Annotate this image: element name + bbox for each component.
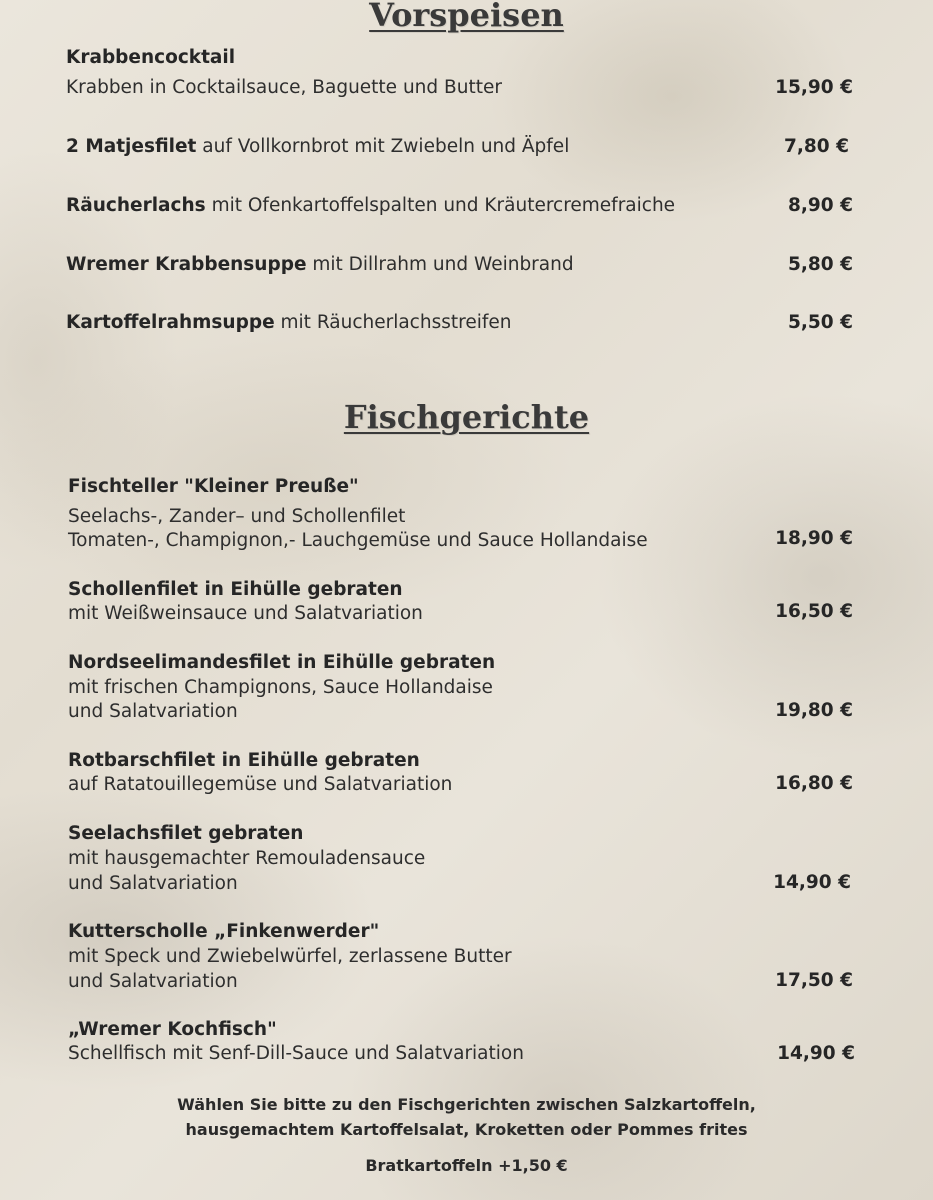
dish-name: Räucherlachs [66, 195, 206, 216]
dish-description: Seelachs-, Zander– und Schollenfilet [68, 506, 406, 527]
dish-price: 7,80 € [784, 136, 849, 157]
dish-description: mit Ofenkartoffelspalten und Kräutercremefraiche [205, 195, 676, 216]
dish-price: 14,90 € [777, 1043, 855, 1064]
dish-price: 19,80 € [775, 700, 853, 721]
dish-name: Kartoffelrahmsuppe [66, 312, 275, 333]
dish-description: und Salatvariation [68, 701, 238, 722]
dish-price: 15,90 € [775, 77, 853, 98]
dish-description: mit Speck und Zwiebelwürfel, zerlassene Butter [68, 946, 512, 967]
dish-price: 5,80 € [788, 254, 853, 275]
dish-name: Rotbarschfilet in Eihülle gebraten [68, 750, 420, 771]
dish-description: mit frischen Champignons, Sauce Hollandaise [68, 677, 493, 698]
dish-name: Seelachsfilet gebraten [68, 823, 304, 844]
dish-price: 14,90 € [773, 872, 851, 893]
dish-description: mit Räucherlachsstreifen [274, 312, 512, 333]
dish-description: und Salatvariation [68, 971, 238, 992]
dish-description: auf Ratatouillegemüse und Salatvariation [68, 774, 453, 795]
dish-name: Krabbencocktail [66, 47, 236, 68]
dish-description: Krabben in Cocktailsauce, Baguette und Butter [66, 77, 502, 98]
dish-description: und Salatvariation [68, 873, 238, 894]
side-dish-note-line1: Wählen Sie bitte zu den Fischgerichten zwischen Salzkartoffeln, [177, 1095, 756, 1114]
dish-name: „Wremer Kochfisch" [68, 1019, 277, 1040]
dish-description: auf Vollkornbrot mit Zwiebeln und Äpfel [196, 136, 570, 157]
dish-name: Nordseelimandesfilet in Eihülle gebraten [68, 652, 496, 673]
starters-heading: Vorspeisen [369, 0, 564, 34]
bratkartoffeln-surcharge: Bratkartoffeln +1,50 € [365, 1156, 568, 1175]
dish-description: Schellfisch mit Senf-Dill-Sauce und Salatvariation [68, 1043, 524, 1064]
dish-price: 17,50 € [775, 970, 853, 991]
dish-name: Wremer Krabbensuppe [66, 254, 307, 275]
fish-heading: Fischgerichte [343, 398, 590, 436]
dish-price: 18,90 € [775, 528, 853, 549]
side-dish-note-line2: hausgemachtem Kartoffelsalat, Kroketten oder Pommes frites [185, 1120, 748, 1139]
dish-description: mit hausgemachter Remouladensauce [68, 848, 426, 869]
dish-description: mit Weißweinsauce und Salatvariation [68, 603, 423, 624]
dish-price: 16,80 € [775, 773, 853, 794]
dish-name: 2 Matjesfilet [66, 136, 197, 157]
dish-price: 16,50 € [775, 601, 853, 622]
dish-name: Fischteller "Kleiner Preuße" [68, 476, 359, 497]
dish-description: mit Dillrahm und Weinbrand [306, 254, 574, 275]
dish-price: 5,50 € [788, 312, 853, 333]
dish-price: 8,90 € [788, 195, 853, 216]
dish-name: Schollenfilet in Eihülle gebraten [68, 579, 403, 600]
dish-name: Kutterscholle „Finkenwerder" [68, 921, 380, 942]
dish-description: Tomaten-, Champignon,- Lauchgemüse und Sauce Hollandaise [68, 530, 648, 551]
